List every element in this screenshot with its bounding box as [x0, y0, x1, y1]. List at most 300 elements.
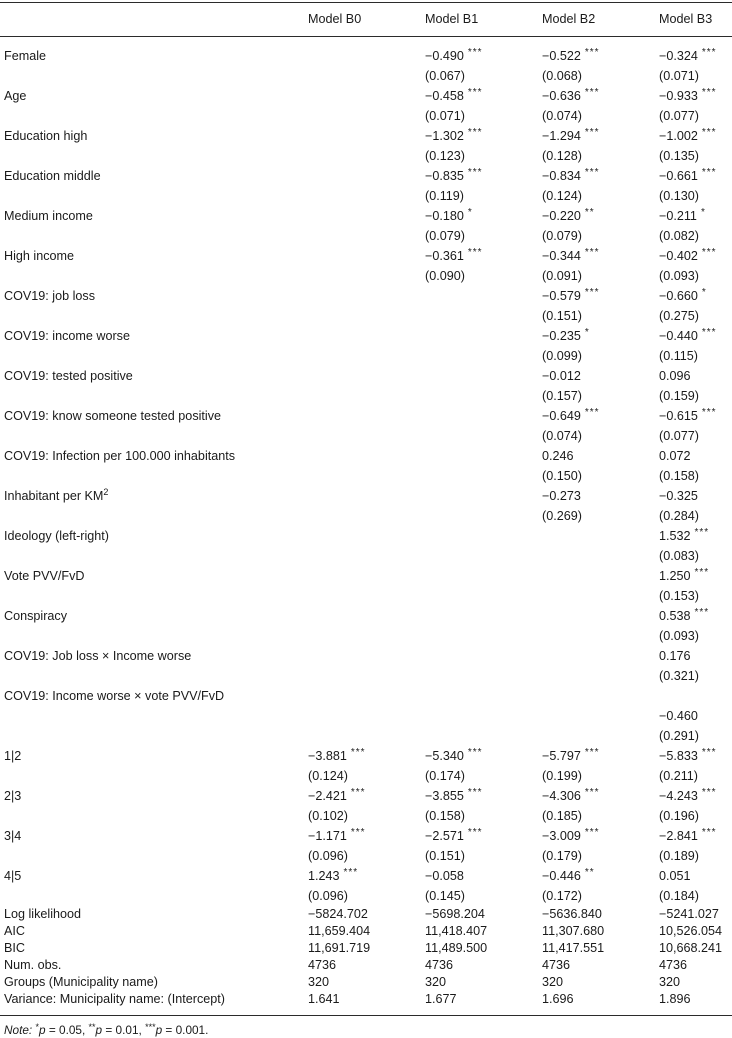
coefficient-cell	[425, 486, 542, 526]
coefficient-cell	[542, 326, 659, 366]
significance-stars: ***	[584, 287, 600, 298]
coefficient-value: −0.933 ***	[659, 87, 717, 103]
coefficient-value: 0.176	[659, 649, 691, 663]
coefficient-cell	[659, 46, 732, 86]
coefficient-cell	[308, 746, 425, 786]
table-row	[0, 406, 732, 446]
standard-error: (0.124)	[308, 769, 348, 783]
significance-stars: **	[584, 207, 595, 218]
coefficient-cell	[542, 166, 659, 206]
stat-value: 1.696	[542, 992, 574, 1006]
coefficient-cell	[542, 826, 659, 866]
standard-error: (0.077)	[659, 109, 699, 123]
coefficients-section	[0, 37, 732, 906]
standard-error: (0.199)	[542, 769, 582, 783]
coefficient-cell	[542, 786, 659, 826]
standard-error: (0.090)	[425, 269, 465, 283]
stat-value: −5636.840	[542, 907, 602, 921]
coefficient-value: −0.058	[425, 869, 464, 883]
table-row	[0, 326, 732, 366]
coefficient-cell	[659, 486, 732, 526]
standard-error: (0.179)	[542, 849, 582, 863]
coefficient-cell	[542, 866, 659, 906]
coefficient-cell	[542, 746, 659, 786]
significance-stars: *	[700, 207, 706, 218]
coefficient-value: 0.096	[659, 369, 691, 383]
coefficient-cell	[659, 746, 732, 786]
significance-stars: ***	[467, 827, 483, 838]
significance-stars: ***	[467, 747, 483, 758]
coefficient-cell	[308, 206, 425, 246]
significance-stars: ***	[694, 567, 710, 578]
coefficient-value: −5.833 ***	[659, 747, 717, 763]
stat-label: Variance: Municipality name: (Intercept)	[4, 992, 225, 1006]
p-symbol: p	[95, 1023, 103, 1037]
coefficient-value: −0.661 ***	[659, 167, 717, 183]
significance-stars: *	[584, 327, 590, 338]
coefficient-value: −0.660 *	[659, 287, 707, 303]
table-row	[0, 206, 732, 246]
coefficient-value: −0.344 ***	[542, 247, 600, 263]
p-symbol: p	[155, 1023, 163, 1037]
standard-error: (0.184)	[659, 889, 699, 903]
table-row	[0, 486, 732, 526]
stat-row	[0, 974, 732, 991]
significance-stars: ***	[701, 787, 717, 798]
coefficient-cell	[659, 286, 732, 326]
coefficient-value: −1.302 ***	[425, 127, 483, 143]
standard-error: (0.091)	[542, 269, 582, 283]
standard-error: (0.174)	[425, 769, 465, 783]
coefficient-value: −0.446 **	[542, 867, 595, 883]
standard-error: (0.151)	[542, 309, 582, 323]
stat-value: 4736	[308, 958, 337, 972]
table-row	[0, 686, 732, 746]
stat-label: Num. obs.	[4, 958, 62, 972]
standard-error: (0.153)	[659, 589, 699, 603]
coefficient-value: −5.340 ***	[425, 747, 483, 763]
coefficient-cell	[659, 206, 732, 246]
coefficient-value: 1.250 ***	[659, 567, 710, 583]
standard-error: (0.159)	[659, 389, 699, 403]
coefficient-cell	[425, 446, 542, 486]
coefficient-cell	[425, 406, 542, 446]
stat-value: 320	[542, 975, 564, 989]
coefficient-cell	[425, 646, 542, 686]
significance-stars: ***	[584, 127, 600, 138]
significance-stars: **	[584, 867, 595, 878]
standard-error: (0.130)	[659, 189, 699, 203]
coefficient-cell	[542, 686, 659, 746]
standard-error: (0.124)	[542, 189, 582, 203]
coefficient-cell	[308, 526, 425, 566]
row-label: COV19: Infection per 100.000 inhabitants	[4, 449, 236, 463]
significance-stars: ***	[467, 247, 483, 258]
table-note: Note: *p = 0.05, **p = 0.01, ***p = 0.001.	[4, 1022, 209, 1037]
coefficient-cell	[659, 246, 732, 286]
stat-label: AIC	[4, 924, 25, 938]
fit-statistics-section	[0, 906, 732, 1015]
standard-error: (0.102)	[308, 809, 348, 823]
coefficient-value: −2.571 ***	[425, 827, 483, 843]
row-label: Education high	[4, 129, 88, 143]
coefficient-cell	[308, 566, 425, 606]
coefficient-cell	[425, 286, 542, 326]
coefficient-cell	[542, 486, 659, 526]
coefficient-value: −1.294 ***	[542, 127, 600, 143]
significance-stars: ***	[467, 127, 483, 138]
coefficient-cell	[425, 166, 542, 206]
standard-error: (0.071)	[425, 109, 465, 123]
stat-value: 320	[308, 975, 330, 989]
coefficient-value: −0.615 ***	[659, 407, 717, 423]
coefficient-value: −0.458 ***	[425, 87, 483, 103]
significance-stars: **	[88, 1022, 96, 1032]
table-row	[0, 786, 732, 826]
table-row	[0, 826, 732, 866]
significance-stars: ***	[694, 607, 710, 618]
coefficient-value: −0.490 ***	[425, 47, 483, 63]
coefficient-cell	[425, 246, 542, 286]
standard-error: (0.119)	[425, 189, 464, 203]
coefficient-value: −3.881 ***	[308, 747, 366, 763]
label-superscript: 2	[103, 486, 109, 497]
standard-error: (0.135)	[659, 149, 699, 163]
coefficient-cell	[308, 786, 425, 826]
coefficient-value: −4.306 ***	[542, 787, 600, 803]
row-label: 3|4	[4, 829, 22, 843]
coefficient-cell	[659, 166, 732, 206]
coefficient-value: −0.273	[542, 489, 581, 503]
coefficient-cell	[542, 126, 659, 166]
coefficient-cell	[659, 446, 732, 486]
significance-stars: ***	[701, 47, 717, 58]
standard-error: (0.284)	[659, 509, 699, 523]
significance-stars: ***	[584, 787, 600, 798]
row-label: Medium income	[4, 209, 93, 223]
coefficient-cell	[425, 366, 542, 406]
coefficient-cell	[425, 746, 542, 786]
standard-error: (0.115)	[659, 349, 698, 363]
table-row	[0, 246, 732, 286]
stat-value: 11,418.407	[425, 924, 488, 938]
standard-error: (0.269)	[542, 509, 582, 523]
coefficient-cell	[542, 46, 659, 86]
coefficient-value: 0.246	[542, 449, 574, 463]
coefficient-cell	[425, 86, 542, 126]
header-model-b1: Model B1	[425, 12, 479, 26]
standard-error: (0.079)	[425, 229, 465, 243]
stat-value: 1.896	[659, 992, 691, 1006]
row-label: Age	[4, 89, 27, 103]
table-row	[0, 866, 732, 906]
coefficient-value: −0.522 ***	[542, 47, 600, 63]
coefficient-value: −0.012	[542, 369, 581, 383]
coefficient-cell	[659, 326, 732, 366]
coefficient-value: −3.855 ***	[425, 787, 483, 803]
coefficient-value: −0.324 ***	[659, 47, 717, 63]
coefficient-cell	[542, 246, 659, 286]
standard-error: (0.291)	[659, 729, 699, 743]
coefficient-cell	[659, 406, 732, 446]
stat-label: Log likelihood	[4, 907, 82, 921]
standard-error: (0.067)	[425, 69, 465, 83]
significance-stars: ***	[701, 167, 717, 178]
header-model-b3: Model B3	[659, 12, 713, 26]
standard-error: (0.145)	[425, 889, 465, 903]
significance-stars: ***	[467, 787, 483, 798]
stat-value: −5824.702	[308, 907, 368, 921]
significance-stars: *	[35, 1022, 39, 1032]
coefficient-cell	[308, 366, 425, 406]
stat-value: 4736	[659, 958, 688, 972]
coefficient-cell	[659, 686, 732, 746]
coefficient-cell	[425, 786, 542, 826]
standard-error: (0.185)	[542, 809, 582, 823]
coefficient-value: −0.211 *	[659, 207, 706, 223]
p-symbol: p	[39, 1023, 46, 1037]
stat-value: 10,668.241	[659, 941, 723, 955]
standard-error: (0.189)	[659, 849, 699, 863]
table-row	[0, 86, 732, 126]
coefficient-cell	[425, 206, 542, 246]
coefficient-value: −2.421 ***	[308, 787, 366, 803]
significance-stars: ***	[350, 827, 366, 838]
significance-stars: ***	[701, 747, 717, 758]
coefficient-cell	[659, 366, 732, 406]
row-label: COV19: income worse	[4, 329, 130, 343]
standard-error: (0.082)	[659, 229, 699, 243]
header-empty-cell	[4, 12, 308, 27]
coefficient-value: −0.649 ***	[542, 407, 600, 423]
table-row	[0, 46, 732, 86]
standard-error: (0.099)	[542, 349, 582, 363]
coefficient-cell	[542, 86, 659, 126]
row-label: COV19: tested positive	[4, 369, 133, 383]
standard-error: (0.321)	[659, 669, 699, 683]
row-label: COV19: job loss	[4, 289, 95, 303]
row-label: 1|2	[4, 749, 22, 763]
standard-error: (0.068)	[542, 69, 582, 83]
coefficient-cell	[425, 826, 542, 866]
coefficient-cell	[308, 486, 425, 526]
significance-stars: ***	[584, 247, 600, 258]
stat-value: 1.677	[425, 992, 457, 1006]
stat-label: Groups (Municipality name)	[4, 975, 158, 989]
table-row	[0, 526, 732, 566]
stat-value: 1.641	[308, 992, 340, 1006]
coefficient-value: −0.636 ***	[542, 87, 600, 103]
coefficient-cell	[659, 646, 732, 686]
coefficient-cell	[542, 646, 659, 686]
coefficient-value: −0.579 ***	[542, 287, 600, 303]
coefficient-cell	[659, 566, 732, 606]
standard-error: (0.158)	[659, 469, 699, 483]
significance-stars: ***	[467, 87, 483, 98]
table-row	[0, 646, 732, 686]
stat-row	[0, 923, 732, 940]
significance-stars: ***	[701, 87, 717, 98]
standard-error: (0.123)	[425, 149, 465, 163]
coefficient-cell	[542, 606, 659, 646]
standard-error: (0.158)	[425, 809, 465, 823]
coefficient-cell	[425, 126, 542, 166]
significance-stars: ***	[701, 827, 717, 838]
coefficient-cell	[659, 526, 732, 566]
coefficient-value: −0.835 ***	[425, 167, 483, 183]
stat-row	[0, 991, 732, 1008]
standard-error: (0.128)	[542, 149, 582, 163]
significance-stars: ***	[584, 47, 600, 58]
significance-stars: ***	[584, 827, 600, 838]
table-row	[0, 746, 732, 786]
standard-error: (0.151)	[425, 849, 465, 863]
coefficient-value: 0.538 ***	[659, 607, 710, 623]
coefficient-value: 1.243 ***	[308, 867, 359, 883]
coefficient-cell	[308, 406, 425, 446]
coefficient-cell	[542, 406, 659, 446]
coefficient-cell	[308, 126, 425, 166]
row-label: Inhabitant per $KM^2$	[4, 486, 109, 503]
coefficient-value: −3.009 ***	[542, 827, 600, 843]
significance-stars: ***	[350, 787, 366, 798]
significance-stars: *	[701, 287, 707, 298]
standard-error: (0.093)	[659, 269, 699, 283]
coefficient-cell	[659, 786, 732, 826]
row-label: COV19: Job loss × Income worse	[4, 649, 192, 663]
coefficient-cell	[308, 246, 425, 286]
standard-error: (0.157)	[542, 389, 582, 403]
stat-value: 320	[659, 975, 681, 989]
significance-stars: ***	[584, 87, 600, 98]
coefficient-value: −0.440 ***	[659, 327, 717, 343]
significance-stars: ***	[350, 747, 366, 758]
coefficient-value: −0.834 ***	[542, 167, 600, 183]
row-label: Female	[4, 49, 46, 63]
table-row	[0, 166, 732, 206]
significance-stars: ***	[584, 747, 600, 758]
coefficient-cell	[659, 126, 732, 166]
coefficient-cell	[425, 686, 542, 746]
table-row	[0, 446, 732, 486]
standard-error: (0.079)	[542, 229, 582, 243]
coefficient-cell	[308, 686, 425, 746]
coefficient-cell	[308, 606, 425, 646]
coefficient-value: 0.051	[659, 869, 691, 883]
note-label: Note:	[4, 1023, 36, 1037]
table-row	[0, 366, 732, 406]
standard-error: (0.196)	[659, 809, 699, 823]
stat-value: −5698.204	[425, 907, 485, 921]
standard-error: (0.074)	[542, 429, 582, 443]
header-model-b2: Model B2	[542, 12, 596, 26]
significance-stars: ***	[701, 327, 717, 338]
coefficient-cell	[308, 326, 425, 366]
coefficient-cell	[425, 606, 542, 646]
coefficient-cell	[542, 566, 659, 606]
stat-value: 4736	[425, 958, 454, 972]
row-label: High income	[4, 249, 74, 263]
stat-value: 320	[425, 975, 447, 989]
significance-stars: ***	[584, 407, 600, 418]
coefficient-value: −1.171 ***	[308, 827, 366, 843]
row-label: Conspiracy	[4, 609, 67, 623]
coefficient-cell	[308, 166, 425, 206]
coefficient-cell	[659, 866, 732, 906]
row-label: 2|3	[4, 789, 22, 803]
row-label: COV19: Income worse × vote PVV/FvD	[4, 689, 225, 703]
coefficient-value: −1.002 ***	[659, 127, 717, 143]
standard-error: (0.096)	[308, 889, 348, 903]
table-row	[0, 566, 732, 606]
stat-row	[0, 940, 732, 957]
table-row	[0, 126, 732, 166]
coefficient-cell	[308, 286, 425, 326]
stat-value: 10,526.054	[659, 924, 723, 938]
significance-stars: ***	[701, 407, 717, 418]
significance-stars: ***	[701, 127, 717, 138]
significance-stars: ***	[467, 47, 483, 58]
coefficient-value: −5.797 ***	[542, 747, 600, 763]
stat-value: 11,691.719	[308, 941, 371, 955]
significance-stars: ***	[467, 167, 483, 178]
coefficient-value: 1.532 ***	[659, 527, 710, 543]
row-label: COV19: know someone tested positive	[4, 409, 222, 423]
coefficient-value: −0.460	[659, 709, 698, 723]
coefficient-cell	[425, 526, 542, 566]
coefficient-value: −2.841 ***	[659, 827, 717, 843]
coefficient-cell	[308, 86, 425, 126]
stat-row	[0, 957, 732, 974]
standard-error: (0.096)	[308, 849, 348, 863]
coefficient-cell	[542, 366, 659, 406]
table-header-row	[0, 3, 732, 36]
stat-value: 11,489.500	[425, 941, 488, 955]
coefficient-cell	[425, 866, 542, 906]
coefficient-cell	[308, 646, 425, 686]
row-label: 4|5	[4, 869, 22, 883]
standard-error: (0.275)	[659, 309, 699, 323]
standard-error: (0.074)	[542, 109, 582, 123]
stat-value: 4736	[542, 958, 571, 972]
standard-error: (0.093)	[659, 629, 699, 643]
stat-value: 11,307.680	[542, 924, 605, 938]
coefficient-cell	[425, 46, 542, 86]
coefficient-cell	[308, 826, 425, 866]
significance-stars: ***	[701, 247, 717, 258]
standard-error: (0.172)	[542, 889, 582, 903]
standard-error: (0.083)	[659, 549, 699, 563]
coefficient-value: −0.402 ***	[659, 247, 717, 263]
coefficient-cell	[542, 286, 659, 326]
significance-stars: ***	[343, 867, 359, 878]
coefficient-value: −0.220 **	[542, 207, 595, 223]
standard-error: (0.071)	[659, 69, 699, 83]
coefficient-cell	[425, 566, 542, 606]
row-label: Ideology (left-right)	[4, 529, 109, 543]
coefficient-cell	[542, 526, 659, 566]
stat-value: 11,659.404	[308, 924, 371, 938]
standard-error: (0.150)	[542, 469, 582, 483]
coefficient-value: −0.325	[659, 489, 698, 503]
coefficient-cell	[308, 446, 425, 486]
stat-value: 11,417.551	[542, 941, 605, 955]
coefficient-value: 0.072	[659, 449, 691, 463]
significance-stars: *	[467, 207, 473, 218]
significance-stars: ***	[584, 167, 600, 178]
significance-stars: ***	[694, 527, 710, 538]
header-model-b0: Model B0	[308, 12, 362, 26]
